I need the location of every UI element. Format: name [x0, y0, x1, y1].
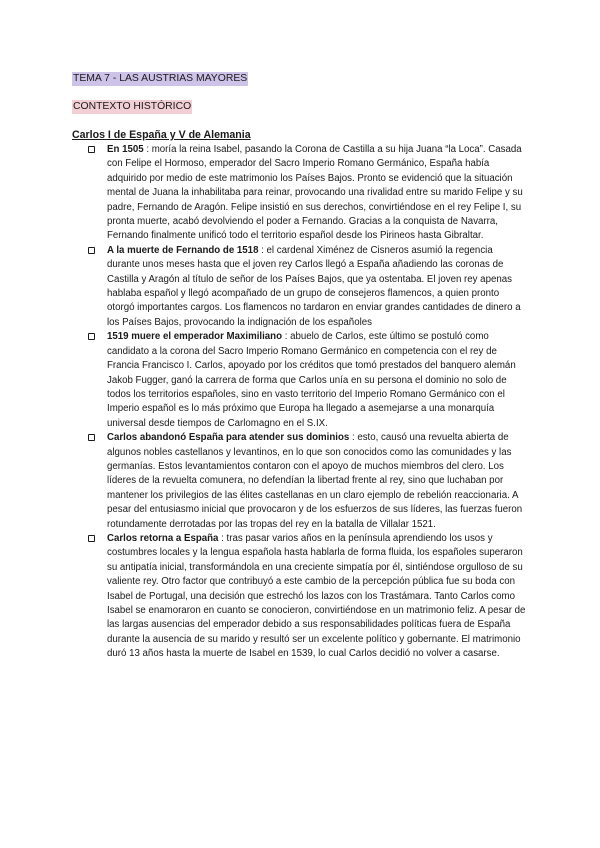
chapter-title: TEMA 7 - LAS AUSTRIAS MAYORES: [73, 73, 248, 84]
list-item: [84, 431, 528, 532]
bullet-text: : abuelo de Carlos, este último se postuló como candidato a la corona del Sacro Imperio Romano Germánico en competencia con el rey de Francia Francisco I. Carlos, apoyado por los créditos que tomó prestados del banquero alemán Jakob Fugger, ganó la carrera de forma que Carlos unía en su persona el dominio no solo de todos los territorios españoles, sino en vasto territorio del Imperio Romano Germánico con el Imperio español es lo más próximo que Europa ha llegado a asemejarse a una monarquía universal desde tiempos de Carlomagno en el S.IX.: [107, 331, 516, 429]
bullet-text: : esto, causó una revuelta abierta de algunos nobles castellanos y levantinos, en lo que son conocidos como las comunidades y las germanías. Estos levantamientos contaron con el apoyo de muchos miembros del clero. Los líderes de la revuelta comunera, no defendían la libertad frente al rey, sino que luchaban por mantener los privilegios de las élites castellanas en un claro ejemplo de rebelión reaccionaria. A pesar del entusiasmo inicial que provocaron y de los esfuerzos de sus líderes, las fuerzas fueron rotundamente derrotadas por las tropas del rey en la batalla de Villalar 1521.: [107, 432, 523, 530]
list-item: [84, 244, 528, 330]
bullet-text: : el cardenal Ximénez de Cisneros asumió la regencia durante unos meses hasta que el joven rey Carlos llegó a España añadiendo las coronas de Castilla y Aragón al título de señor de los Países Bajos, que ya ostentaba. El joven rey apenas hablaba español y llegó acompañado de un grupo de consejeros flamencos, a quien pronto otorgó importantes cargos. Los flamencos no tardaron en enviar grandes cantidades de dinero a los Países Bajos, provocando la indignación de los españoles: [107, 244, 521, 328]
bullet-lead: En 1505: [107, 144, 144, 155]
bullet-text: : tras pasar varios años en la península aprendiendo los usos y costumbres locales y la lengua española hasta hablarla de forma fluida, los españoles superaron su antipatía inicial, transformándola en una creciente simpatía por él, sintiéndose orgulloso de su valiente rey. Otro factor que contribuyó a este cambio de la percepción pública fue su boda con Isabel de Portugal, una decisión que estrechó los lazos con los Trastámara. Tanto Carlos como Isabel se enamoraron en cuanto se conocieron, convirtiéndose en un matrimonio feliz. A pesar de las largas ausencias del emperador debido a sus responsabilidades políticas fuera de España durante la ausencia de su marido y resultó ser un excelente político y gobernante. El matrimonio duró 13 años hasta la muerte de Isabel en 1539, lo cual Carlos decidió no volver a casarse.: [107, 532, 526, 660]
bullet-lead: 1519 muere el emperador Maximiliano: [107, 331, 282, 343]
list-item: [84, 143, 528, 244]
section-heading: Carlos I de España y V de Alemania: [72, 129, 251, 141]
list-item: [84, 330, 528, 431]
checkbox-icon: [88, 146, 95, 153]
checkbox-icon: [88, 535, 95, 542]
list-item: [84, 532, 528, 662]
bullet-text: : moría la reina Isabel, pasando la Corona de Castilla a su hija Juana “la Loca”. Casada con Felipe el Hormoso, emperador del Sacro Imperio Romano Germánico, España había adquirido por medio de este matrimonio los Países Bajos. Pronto se evidenció que la situación mental de Juana la inhabilitaba para reinar, provocando una rivalidad entre su marido Felipe y su padre, Fernando de Aragón. Felipe insistió en sus derechos, convirtiéndose en el rey Felipe I, su pronta muerte, acabó devolviendo el poder a Fernando. Gracias a la conquista de Navarra, Fernando finalmente unificó todo el territorio español desde los Pirineos hasta Gibraltar.: [107, 144, 523, 242]
checkbox-icon: [88, 247, 95, 254]
bullet-lead: Carlos abandonó España para atender sus dominios: [107, 432, 350, 444]
checkbox-icon: [88, 333, 95, 340]
bullet-lead: Carlos retorna a España: [107, 532, 219, 544]
bullet-lead: A la muerte de Fernando de 1518: [107, 244, 259, 256]
checkbox-icon: [88, 434, 95, 441]
bullet-list: [84, 143, 528, 662]
section-label: CONTEXTO HISTÓRICO: [73, 101, 192, 112]
